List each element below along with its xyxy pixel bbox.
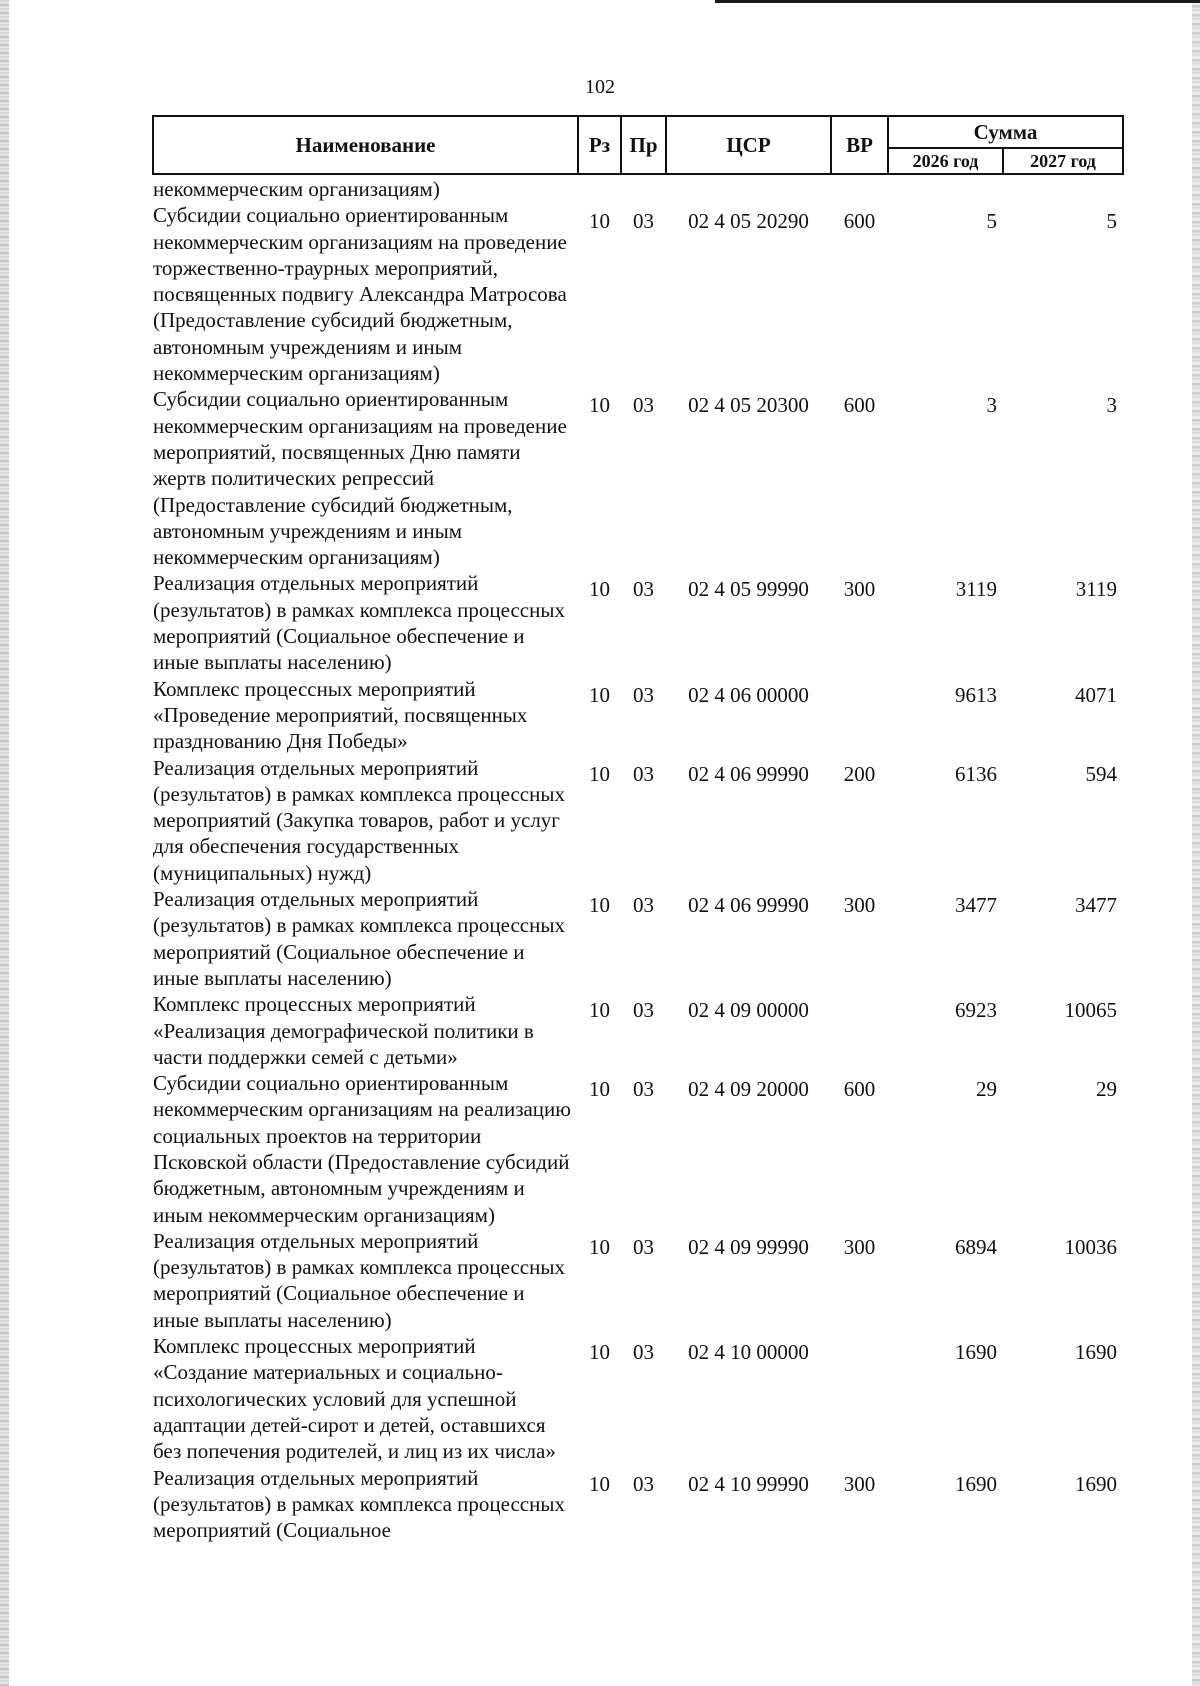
row-vr: [831, 174, 888, 202]
row-name: Реализация отдельных мероприятий (результатов) в рамках комплекса процессных мероприятий (Закупка товаров, работ и услуг для обеспечения государственных (муниципальных) нужд): [153, 755, 565, 885]
row-sum-2026: 6923: [955, 998, 997, 1023]
row-sum-2027: 1690: [1075, 1340, 1117, 1365]
row-csr: [666, 174, 831, 202]
row-sum-2027: 3119: [1075, 577, 1117, 602]
row-pr: 03: [633, 393, 654, 418]
table-header: [153, 116, 1123, 174]
row-name: некоммерческим организациям): [153, 177, 440, 201]
row-sum-2027: 29: [1096, 1077, 1117, 1102]
header-pr: Пр: [621, 116, 666, 174]
row-vr: 300: [843, 1471, 876, 1496]
table-row: [153, 755, 1123, 886]
row-rz: 10: [589, 998, 610, 1023]
table-row: [153, 991, 1123, 1070]
row-sum-2027: 594: [1085, 761, 1117, 786]
row-vr: 600: [843, 393, 876, 418]
row-vr: [831, 991, 888, 1070]
row-sum-2027: 1690: [1075, 1471, 1117, 1496]
row-pr: 03: [633, 1077, 654, 1102]
row-name: Субсидии социально ориентированным некоммерческим организациям на проведение мероприятий, посвященных Дню памяти жертв политических репрессий (Предоставление субсидий бюджетным, автономным учреждениям и иным некоммерческим организациям): [153, 387, 567, 570]
row-vr: 600: [843, 209, 876, 234]
row-rz: 10: [589, 893, 610, 918]
row-sum-2026: 5: [986, 209, 997, 234]
table-row: [153, 1333, 1123, 1464]
header-csr: ЦСР: [666, 116, 831, 174]
row-rz: 10: [589, 1077, 610, 1102]
header-sum: Сумма: [888, 116, 1123, 148]
page-number: 102: [585, 76, 615, 98]
row-rz: 10: [589, 577, 610, 602]
row-rz: 10: [589, 209, 610, 234]
row-pr: 03: [633, 1340, 654, 1365]
row-rz: [578, 174, 621, 202]
row-pr: 03: [633, 761, 654, 786]
scan-edge-left: [0, 0, 9, 1686]
row-csr: 02 4 06 99990: [688, 761, 809, 786]
row-sum-2027: 3: [1106, 393, 1117, 418]
table-row: [153, 1228, 1123, 1333]
row-sum-2026: 9613: [955, 682, 997, 707]
header-rz: Рз: [578, 116, 621, 174]
table-row: [153, 886, 1123, 991]
row-name: Субсидии социально ориентированным некоммерческим организациям на реализацию социальных проектов на территории Псковской области (Предоставление субсидий бюджетным, автономным учреждениям и иным некоммерческим организациям): [153, 1071, 571, 1227]
row-csr: 02 4 05 99990: [688, 577, 809, 602]
row-vr: 200: [843, 761, 876, 786]
row-sum-2026: 3477: [955, 893, 997, 918]
table-row: [153, 676, 1123, 755]
row-rz: 10: [589, 1340, 610, 1365]
row-rz: 10: [589, 1471, 610, 1496]
row-rz: 10: [589, 1234, 610, 1259]
row-name: Комплекс процессных мероприятий «Реализация демографической политики в части поддержки семей с детьми»: [153, 992, 534, 1069]
row-csr: 02 4 10 00000: [688, 1340, 809, 1365]
row-sum-2027: [1003, 174, 1123, 202]
row-name: Комплекс процессных мероприятий «Создание материальных и социально-психологических условий для успешной адаптации детей-сирот и детей, оставшихся без попечения родителей, и лиц из их числа»: [153, 1334, 556, 1464]
row-vr: [831, 1333, 888, 1464]
row-sum-2026: 6894: [955, 1234, 997, 1259]
row-sum-2026: 1690: [955, 1340, 997, 1365]
table-row: [153, 1465, 1123, 1544]
row-sum-2026: 3119: [955, 577, 997, 602]
row-vr: 300: [843, 577, 876, 602]
scan-top-line: [715, 0, 1200, 3]
header-name: Наименование: [153, 116, 578, 174]
row-sum-2027: 4071: [1075, 682, 1117, 707]
row-sum-2026: 1690: [955, 1471, 997, 1496]
budget-table: [152, 115, 1124, 1543]
row-pr: 03: [633, 209, 654, 234]
row-name: Субсидии социально ориентированным некоммерческим организациям на проведение торжественно-траурных мероприятий, посвященных подвигу Александра Матросова (Предоставление субсидий бюджетным, автономным учреждениям и иным некоммерческим организациям): [153, 203, 567, 386]
table-row: [153, 174, 1123, 202]
row-sum-2027: 3477: [1075, 893, 1117, 918]
row-pr: 03: [633, 1471, 654, 1496]
row-pr: 03: [633, 1234, 654, 1259]
table-row: [153, 386, 1123, 570]
table-row: [153, 202, 1123, 386]
row-name: Комплекс процессных мероприятий «Проведение мероприятий, посвященных празднованию Дня Победы»: [153, 676, 528, 754]
row-name: Реализация отдельных мероприятий (результатов) в рамках комплекса процессных мероприятий (Социальное обеспечение и иные выплаты населению): [153, 1228, 565, 1332]
row-pr: 03: [633, 577, 654, 602]
row-csr: 02 4 10 99990: [688, 1471, 809, 1496]
row-rz: 10: [589, 761, 610, 786]
row-csr: 02 4 06 00000: [688, 682, 809, 707]
row-pr: 03: [633, 998, 654, 1023]
row-vr: [831, 676, 888, 755]
row-sum-2026: 6136: [955, 761, 997, 786]
row-csr: 02 4 09 20000: [688, 1077, 809, 1102]
row-pr: 03: [633, 893, 654, 918]
row-vr: 600: [843, 1077, 876, 1102]
table-row: [153, 570, 1123, 675]
row-pr: [621, 174, 666, 202]
row-sum-2027: 10036: [1064, 1234, 1117, 1259]
row-sum-2026: 3: [986, 393, 997, 418]
row-csr: 02 4 05 20300: [688, 393, 809, 418]
row-sum-2026: 29: [976, 1077, 997, 1102]
row-csr: 02 4 09 99990: [688, 1234, 809, 1259]
row-csr: 02 4 06 99990: [688, 893, 809, 918]
row-vr: 300: [843, 1234, 876, 1259]
row-name: Реализация отдельных мероприятий (результатов) в рамках комплекса процессных мероприятий (Социальное обеспечение и иные выплаты населению): [153, 571, 565, 675]
row-csr: 02 4 09 00000: [688, 998, 809, 1023]
table-row: [153, 1070, 1123, 1228]
row-name: Реализация отдельных мероприятий (результатов) в рамках комплекса процессных мероприятий (Социальное обеспечение и иные выплаты населению): [153, 887, 565, 990]
header-vr: ВР: [831, 116, 888, 174]
scan-edge-right: [1192, 0, 1200, 1686]
row-sum-2027: 5: [1106, 209, 1117, 234]
row-sum-2027: 10065: [1064, 998, 1117, 1023]
row-csr: 02 4 05 20290: [688, 209, 809, 234]
header-year-2026: 2026 год: [888, 148, 1003, 174]
row-pr: 03: [633, 682, 654, 707]
row-name: Реализация отдельных мероприятий (результатов) в рамках комплекса процессных мероприятий (Социальное: [153, 1465, 565, 1543]
header-year-2027: 2027 год: [1003, 148, 1123, 174]
row-rz: 10: [589, 682, 610, 707]
row-vr: 300: [843, 893, 876, 918]
row-sum-2026: [888, 174, 1003, 202]
row-rz: 10: [589, 393, 610, 418]
